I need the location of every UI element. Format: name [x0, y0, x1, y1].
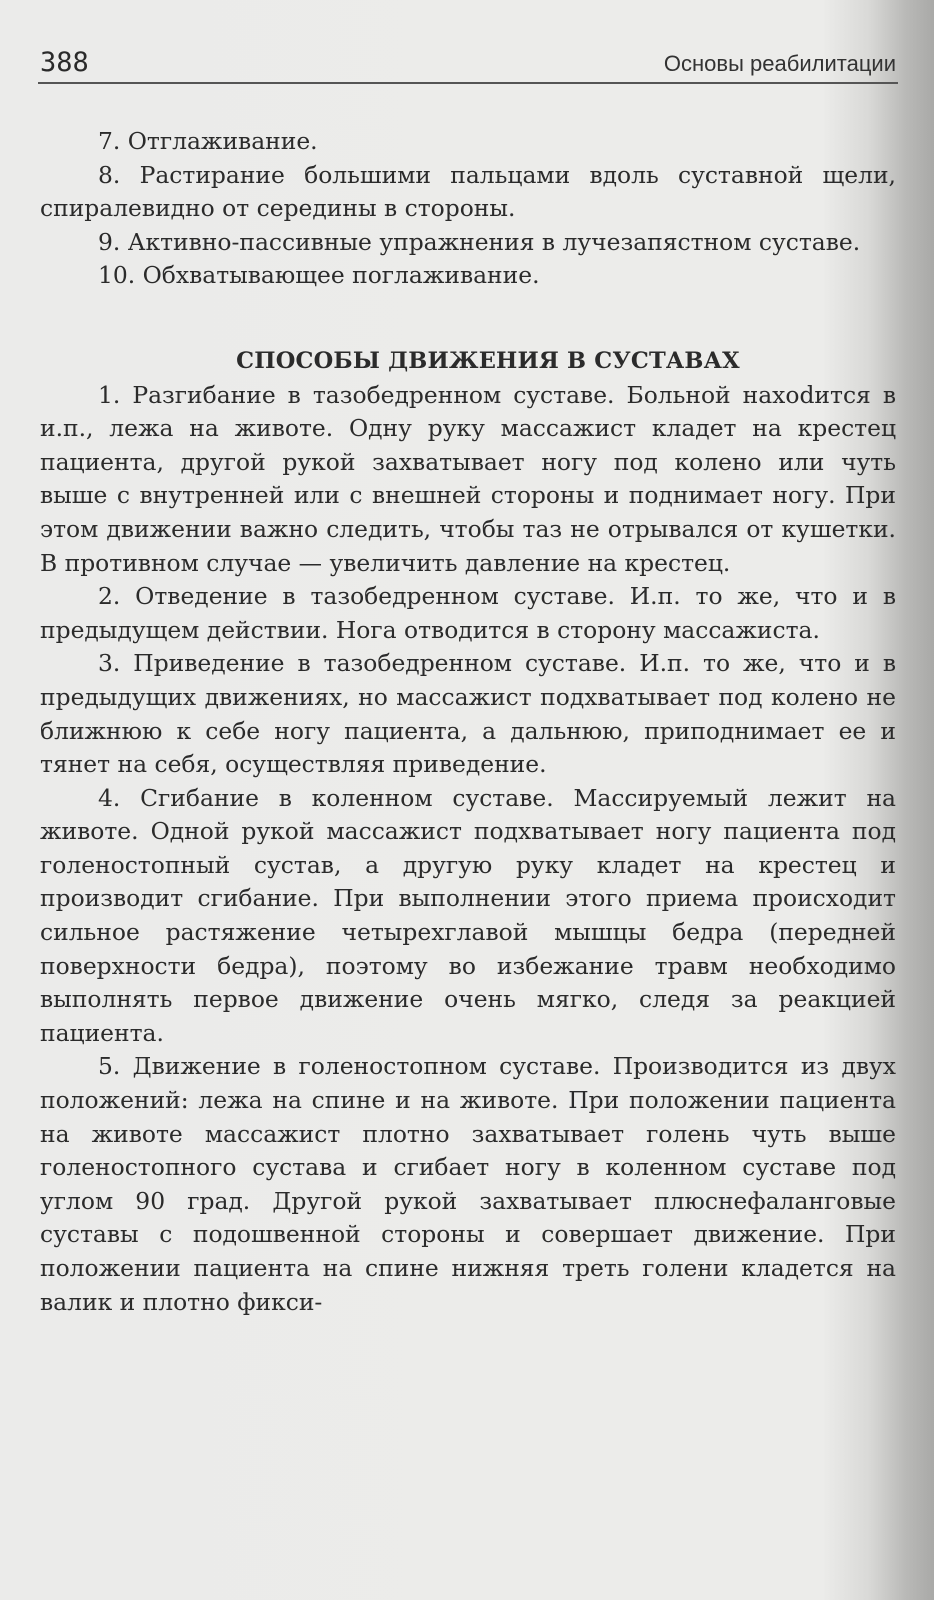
section-item-3: 3. Приведение в тазобедренном суставе. И.п. то же, что и в предыдущих движениях, но массажист подхватывает под колено не ближнюю к себе ногу пациента, а дальнюю, приподнимает ее и тянет на себя, осуществляя приведение.: [40, 649, 896, 779]
section-item-1: 1. Разгибание в тазобедренном суставе. Больной нахоdится в и.п., лежа на животе. Одну руку массажист кладет на крестец пациента, другой рукой захватывает ногу под колено или чуть выше с внутренней или с внешней стороны и поднимает ногу. При этом движении важно следить, чтобы таз не отрывался от кушетки. В противном случае — увеличить давление на крестец.: [40, 380, 896, 577]
page-header: [40, 46, 896, 82]
page-number: 388: [40, 47, 89, 78]
list-item-10: 10. Обхватывающее поглаживание.: [98, 261, 540, 290]
list-item-8: 8. Растирание большими пальцами вдоль суставной щели, спиралевидно от середины в стороны.: [40, 160, 896, 223]
header-rule: [38, 82, 898, 84]
list-item-9: 9. Активно-пассивные упражнения в лучезапястном суставе.: [98, 227, 861, 256]
section-title: СПОСОБЫ ДВИЖЕНИЯ В СУСТАВАХ: [236, 347, 740, 374]
list-item-7: 7. Отглаживание.: [98, 127, 318, 155]
running-title: Основы реабилитации: [663, 51, 896, 76]
section-item-2: 2. Отведение в тазобедренном суставе. И.п. то же, что и в предыдущем действии. Нога отводится в сторону массажиста.: [40, 582, 896, 644]
page-body: [40, 125, 896, 1319]
section-item-4: 4. Сгибание в коленном суставе. Массируемый лежит на животе. Одной рукой массажист подхватывает ногу пациента под голеностопный сустав, а другую руку кладет на крестец и производит сгибание. При выполнении этого приема происходит сильное растяжение четырехглавой мышцы бедра (передней поверхности бедра), поэтому во избежание травм необходимо выполнять первое движение очень мягко, следя за реакцией пациента.: [40, 783, 896, 1047]
section-item-5: 5. Движение в голеностопном суставе. Производится из двух положений: лежа на спине и на животе. При положении пациента на животе массажист плотно захватывает голень чуть выше голеностопного сустава и сгибает ногу в коленном суставе под углом 90 град. Другой рукой захватывает плюснефаланговые суставы с подошвенной стороны и совершает движение. При положении пациента на спине нижняя треть голени кладется на валик и плотно фикси-: [40, 1052, 896, 1316]
